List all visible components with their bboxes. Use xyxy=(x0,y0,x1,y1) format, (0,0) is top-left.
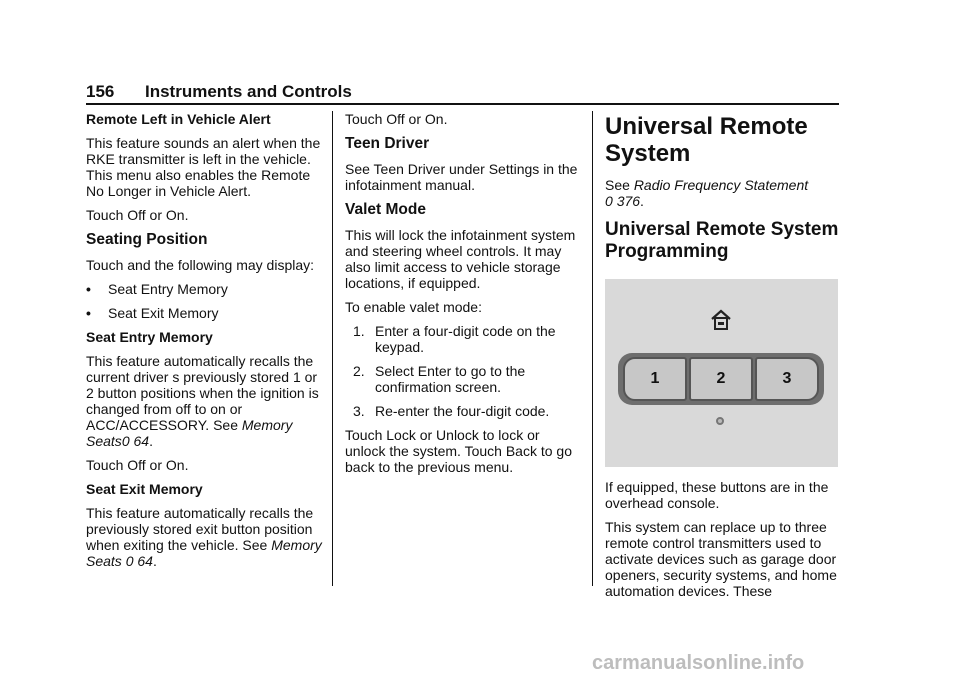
bullet-dot: • xyxy=(86,281,91,297)
remote-button-1: 1 xyxy=(623,357,687,401)
seat-exit-body: This feature automatically recalls the previously stored exit button position when exiting the vehicle. See xyxy=(86,505,314,553)
memory-seats-link[interactable]: Memory Seats xyxy=(86,417,293,449)
page-ref-number[interactable]: 376 xyxy=(616,193,641,209)
step-text: Enter a four-digit code on the keypad. xyxy=(375,323,556,355)
teen-driver-heading: Teen Driver xyxy=(345,135,430,152)
header-rule xyxy=(86,103,839,105)
column-divider-2 xyxy=(592,111,593,586)
section-title: Instruments and Controls xyxy=(145,82,352,101)
step-number: 1. xyxy=(353,323,365,339)
seat-exit-heading: Seat Exit Memory xyxy=(86,481,203,497)
indicator-light-icon xyxy=(716,417,724,425)
equipped-text: If equipped, these buttons are in the overhead console. xyxy=(605,479,829,511)
watermark: carmanualsonline.info xyxy=(592,652,805,674)
seat-entry-body: This feature automatically recalls the current driver s previously stored 1 or 2 button positions when the ignition is changed from off to on or ACC/ACCESSORY. See xyxy=(86,353,319,433)
bullet-item-seat-exit xyxy=(86,305,322,321)
page-ref-symbol: 0 xyxy=(121,433,130,449)
remote-left-text: This feature sounds an alert when the RKE transmitter is left in the vehicle. This menu also enables the Remote No Longer in Vehicle Alert. xyxy=(86,135,321,199)
enable-valet-intro: To enable valet mode: xyxy=(345,299,482,315)
lock-unlock-text: Touch Lock or Unlock to lock or unlock the system. Touch Back to go back to the previous menu. xyxy=(345,427,572,475)
remote-left-heading: Remote Left in Vehicle Alert xyxy=(86,111,271,127)
step-text: Select Enter to go to the confirmation screen. xyxy=(375,363,526,395)
page-header xyxy=(86,82,839,104)
bullet-text: Seat Exit Memory xyxy=(108,305,219,321)
step-text: Re-enter the four-digit code. xyxy=(375,403,550,419)
home-icon xyxy=(710,309,732,331)
column-1 xyxy=(86,111,322,577)
seat-entry-heading: Seat Entry Memory xyxy=(86,329,213,345)
page-ref-number[interactable]: 64 xyxy=(137,553,153,569)
system-text: This system can replace up to three remote control transmitters used to activate devices such as garage door openers, security systems, and home automation devices. These xyxy=(605,519,837,599)
touch-off-on-1: Touch Off or On. xyxy=(86,207,189,223)
step-item xyxy=(345,323,581,355)
memory-seats-link[interactable]: Memory Seats xyxy=(86,537,322,569)
teen-driver-text: See Teen Driver under Settings in the infotainment manual. xyxy=(345,161,578,193)
step-number: 3. xyxy=(353,403,365,419)
column-2 xyxy=(345,111,581,483)
column-divider-1 xyxy=(332,111,333,586)
see-word: See xyxy=(605,177,634,193)
touch-off-on-3: Touch Off or On. xyxy=(345,111,448,127)
overhead-console-figure xyxy=(605,279,838,467)
page-ref-symbol: 0 xyxy=(125,553,134,569)
bullet-text: Seat Entry Memory xyxy=(108,281,228,297)
remote-button-panel xyxy=(618,353,824,405)
page-ref-symbol: 0 xyxy=(605,193,613,209)
touch-off-on-2: Touch Off or On. xyxy=(86,457,189,473)
remote-button-2: 2 xyxy=(689,357,753,401)
page-ref-number[interactable]: 64 xyxy=(133,433,150,449)
valet-mode-heading: Valet Mode xyxy=(345,201,426,218)
universal-remote-heading: Universal Remote System xyxy=(605,113,808,167)
seat-entry-text: This feature automatically recalls the current driver s previously stored 1 or 2 button positions when the ignition is changed from off to on or ACC/ACCESSORY. See Memory Seats0 64. xyxy=(86,353,319,449)
seating-position-heading: Seating Position xyxy=(86,231,208,248)
page-number: 156 xyxy=(86,82,115,101)
seating-intro: Touch and the following may display: xyxy=(86,257,315,273)
rf-statement-link[interactable]: Radio Frequency Statement xyxy=(633,177,809,193)
seat-exit-text: This feature automatically recalls the previously stored exit button position when exiting the vehicle. See Memory Seats 0 64. xyxy=(86,505,322,569)
column-3 xyxy=(605,111,841,607)
programming-heading: Universal Remote System Programming xyxy=(605,219,839,262)
step-number: 2. xyxy=(353,363,365,379)
step-item xyxy=(345,363,581,395)
bullet-dot: • xyxy=(86,305,91,321)
valet-mode-text: This will lock the infotainment system and steering wheel controls. It may also limit access to vehicle storage locations, if equipped. xyxy=(345,227,576,291)
remote-button-3: 3 xyxy=(755,357,819,401)
bullet-item-seat-entry xyxy=(86,281,322,297)
step-item xyxy=(345,403,581,419)
rf-statement-ref: See Radio Frequency Statement 0 376. xyxy=(605,177,809,209)
